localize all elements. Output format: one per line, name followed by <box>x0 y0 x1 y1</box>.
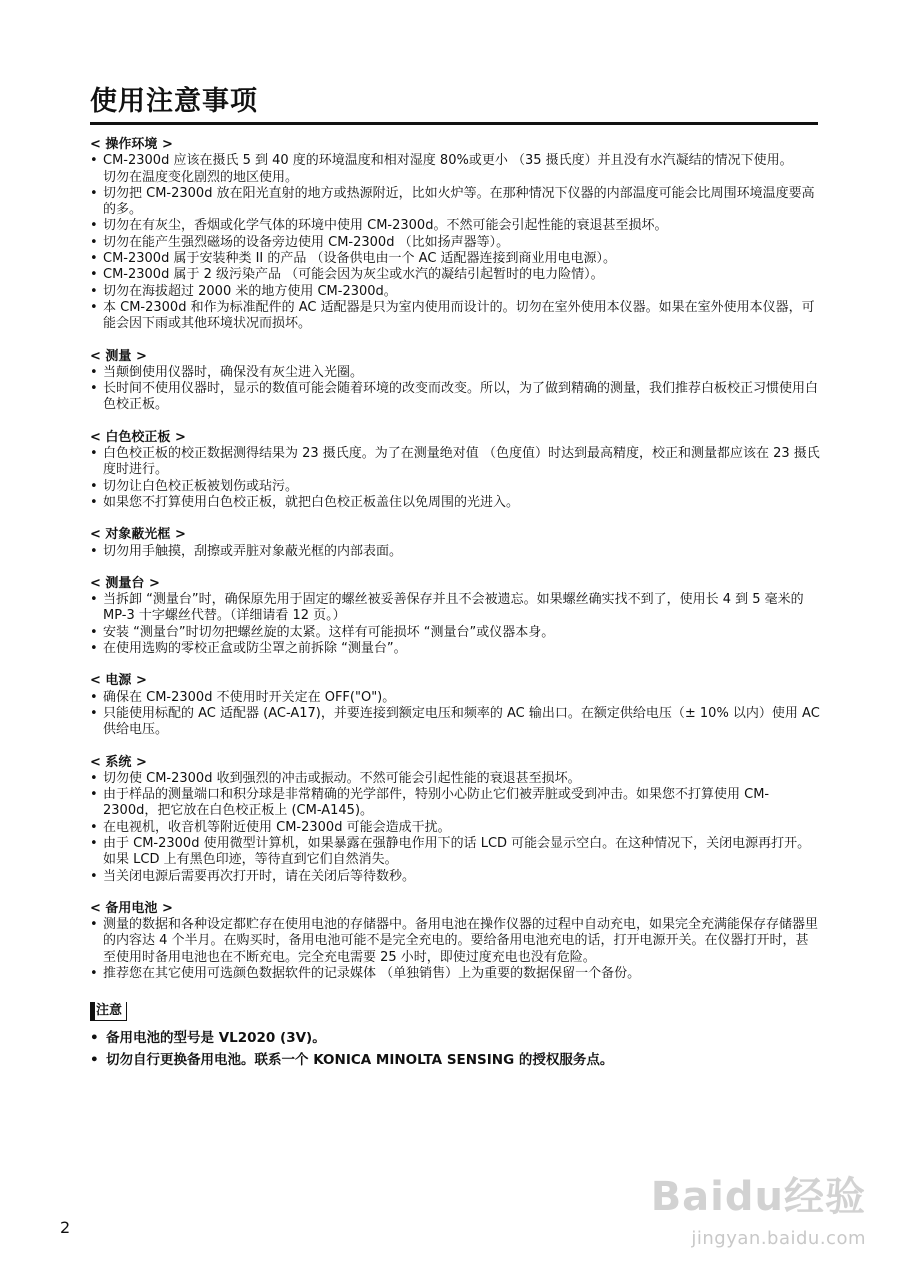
bullet-item <box>90 771 820 787</box>
bullet-text: 由于样品的测量端口和积分球是非常精确的光学部件，特别小心防止它们被弄脏或受到冲击。如果您不打算使用 CM-2300d，把它放在白色校正板上 (CM-A145)。 <box>103 787 770 819</box>
bullet-item <box>90 495 820 511</box>
bullet-item <box>90 235 820 251</box>
bullet-text: 当拆卸 “测量台”时，确保原先用于固定的螺丝被妥善保存并且不会被遗忘。如果螺丝确实找不到了，使用长 4 到 5 毫米的 MP-3 十字螺丝代替。（详细请看 12 页。） <box>103 592 804 624</box>
bullet-text: 白色校正板的校正数据测得结果为 23 摄氏度。为了在测量绝对值 （色度值）时达到最高精度，校正和测量都应该在 23 摄氏度时进行。 <box>103 446 820 478</box>
bullet-text: 在电视机，收音机等附近使用 CM-2300d 可能会造成干扰。 <box>103 819 451 835</box>
watermark <box>636 1172 866 1258</box>
section <box>90 430 820 511</box>
bullet-text: 切勿让白色校正板被划伤或玷污。 <box>103 478 299 494</box>
section-heading: < 对象蔽光框 > <box>90 527 186 543</box>
bullet-item <box>90 300 820 333</box>
bullet-item <box>90 446 820 479</box>
caution-label: 注意 <box>90 1002 127 1021</box>
section-heading: < 白色校正板 > <box>90 429 186 445</box>
bullet-text: CM-2300d 应该在摄氏 5 到 40 度的环境温度和相对湿度 80%或更小 （35 摄氏度）并且没有水汽凝结的情况下使用。 <box>103 153 793 169</box>
bullet-item <box>90 966 820 982</box>
bullet-item <box>90 592 820 625</box>
bullet-item <box>90 218 820 234</box>
bullet-text: 当颠倒使用仪器时，确保没有灰尘进入光圈。 <box>103 364 364 380</box>
bullet-item <box>90 479 820 495</box>
caution-item: • 备用电池的型号是 VL2020 (3V)。 <box>90 1027 820 1049</box>
bullet-item <box>90 365 820 381</box>
bullet-item <box>90 787 820 820</box>
bullet-item <box>90 267 820 283</box>
bullet-text: 如果您不打算使用白色校正板，就把白色校正板盖住以免周围的光进入。 <box>103 494 520 510</box>
bullet-item <box>90 186 820 219</box>
watermark-url: jingyan.baidu.com <box>691 1228 866 1249</box>
bullet-item <box>90 820 820 836</box>
caution-item: • 切勿自行更换备用电池。联系一个 KONICA MINOLTA SENSING 的授权服务点。 <box>90 1049 820 1071</box>
bullet-item <box>90 153 820 186</box>
section <box>90 527 820 560</box>
sections-container <box>90 137 820 982</box>
bullet-text: 切勿用手触摸，刮擦或弄脏对象蔽光框的内部表面。 <box>103 543 403 559</box>
bullet-text: 切勿使 CM-2300d 收到强烈的冲击或振动。不然可能会引起性能的衰退甚至损坏。 <box>103 770 581 786</box>
section <box>90 673 820 738</box>
bullet-subtext: 切勿在温度变化剧烈的地区使用。 <box>103 169 299 185</box>
section-heading: < 电源 > <box>90 673 147 689</box>
bullet-item <box>90 706 820 739</box>
bullet-text: 切勿在能产生强烈磁场的设备旁边使用 CM-2300d （比如扬声器等）。 <box>103 234 510 250</box>
bullet-text: 安装 “测量台”时切勿把螺丝旋的太紧。这样有可能损坏 “测量台”或仪器本身。 <box>103 624 555 640</box>
bullet-text: 切勿在海拔超过 2000 米的地方使用 CM-2300d。 <box>103 283 397 299</box>
bullet-item <box>90 284 820 300</box>
section-heading: < 操作环境 > <box>90 137 173 152</box>
bullet-text: 确保在 CM-2300d 不使用时开关定在 OFF("O")。 <box>103 689 396 705</box>
bullet-text: 测量的数据和各种设定都贮存在使用电池的存储器中。备用电池在操作仪器的过程中自动充电，如果完全充满能保存存储器里的内容达 4 个半月。在购买时，备用电池可能不是完全充电的。要给备用电池充电的话，打开电源开关。在仪器打开时，甚至使用时备用电池也在不断充电。完全充电需要 25 小时，即使过度充电也没有危险。 <box>103 917 819 965</box>
bullet-list <box>90 446 820 511</box>
bullet-list <box>90 153 820 332</box>
bullet-item <box>90 869 820 885</box>
bullet-item <box>90 690 820 706</box>
bullet-text: 当关闭电源后需要再次打开时，请在关闭后等待数秒。 <box>103 868 416 884</box>
bullet-text: 切勿在有灰尘，香烟或化学气体的环境中使用 CM-2300d。不然可能会引起性能的衰退甚至损坏。 <box>103 218 668 234</box>
bullet-list <box>90 544 820 560</box>
section <box>90 349 820 414</box>
page-number: 2 <box>60 1218 71 1237</box>
bullet-item <box>90 917 820 966</box>
bullet-text: 只能使用标配的 AC 适配器 (AC-A17)，并要连接到额定电压和频率的 AC 输出口。在额定供给电压（± 10% 以内）使用 AC 供给电压。 <box>103 705 820 738</box>
section-heading: < 测量 > <box>90 348 147 364</box>
bullet-text: 长时间不使用仪器时，显示的数值可能会随着环境的改变而改变。所以，为了做到精确的测量，我们推荐白板校正习惯使用白色校正板。 <box>103 381 819 413</box>
section-heading: < 测量台 > <box>90 575 160 591</box>
section-heading: < 备用电池 > <box>90 900 173 916</box>
bullet-list <box>90 917 820 982</box>
bullet-text: 由于 CM-2300d 使用微型计算机，如果暴露在强静电作用下的话 LCD 可能会显示空白。在这种情况下，关闭电源再打开。如果 LCD 上有黑色印迹，等待直到它们自然消失。 <box>103 835 811 868</box>
bullet-text: 本 CM-2300d 和作为标准配件的 AC 适配器是只为室内使用而设计的。切勿在室外使用本仪器。如果在室外使用本仪器，可能会因下雨或其他环境状况而损坏。 <box>103 299 815 332</box>
section <box>90 901 820 982</box>
caution-list <box>90 1027 820 1071</box>
section <box>90 137 820 333</box>
bullet-item <box>90 641 820 657</box>
bullet-item <box>90 836 820 869</box>
bullet-text: 推荐您在其它使用可选颜色数据软件的记录媒体 （单独销售）上为重要的数据保留一个备份。 <box>103 966 641 982</box>
bullet-list <box>90 771 820 885</box>
bullet-text: CM-2300d 属于安装种类 II 的产品 （设备供电由一个 AC 适配器连接到商业用电电源）。 <box>103 251 617 267</box>
bullet-text: CM-2300d 属于 2 级污染产品 （可能会因为灰尘或水汽的凝结引起暂时的电力险情）。 <box>103 267 604 283</box>
section-heading: < 系统 > <box>90 754 147 770</box>
bullet-list <box>90 690 820 739</box>
bullet-list <box>90 365 820 414</box>
watermark-logo: Baidu经验 <box>650 1174 866 1220</box>
bullet-item <box>90 625 820 641</box>
document-body <box>90 137 820 1071</box>
bullet-text: 切勿把 CM-2300d 放在阳光直射的地方或热源附近，比如火炉等。在那种情况下仪器的内部温度可能会比周围环境温度要高的多。 <box>103 185 815 218</box>
bullet-item <box>90 251 820 267</box>
bullet-item <box>90 381 820 414</box>
bullet-item <box>90 544 820 560</box>
section <box>90 576 820 657</box>
section <box>90 755 820 885</box>
page-title: 使用注意事项 <box>90 84 818 125</box>
bullet-text: 在使用选购的零校正盒或防尘罩之前拆除 “测量台”。 <box>103 641 407 657</box>
bullet-list <box>90 592 820 657</box>
